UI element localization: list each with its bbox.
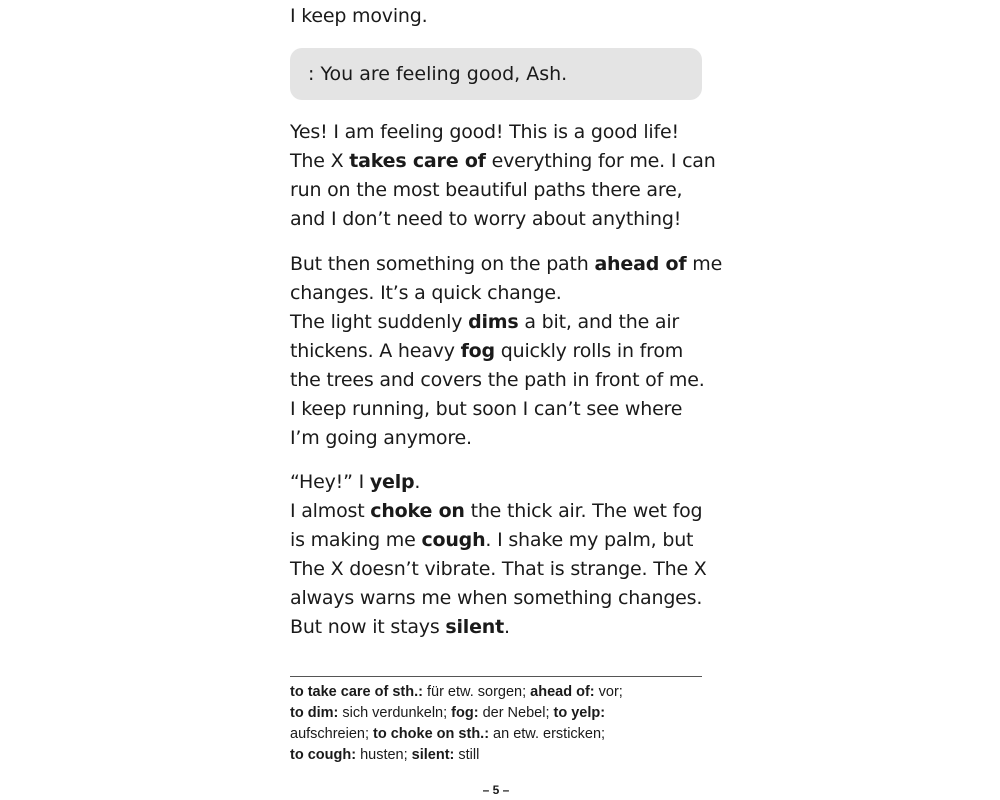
glossary-term: to take care of sth.: xyxy=(290,684,423,700)
glossary-definition: aufschreien; xyxy=(290,726,374,742)
glossary-line xyxy=(290,745,710,766)
book-page xyxy=(290,0,723,800)
vocab-term: fog xyxy=(460,340,495,362)
text-segment: . xyxy=(414,471,421,493)
glossary-definition: an etw. ersticken; xyxy=(489,726,606,742)
text-line: The X doesn’t vibrate. That is strange. The X xyxy=(290,558,707,580)
text-line xyxy=(290,308,722,337)
text-segment: But now it stays xyxy=(290,616,446,638)
glossary-definition: husten; xyxy=(356,747,412,763)
glossary xyxy=(290,682,710,766)
text-line xyxy=(290,526,707,555)
glossary-definition: der Nebel; xyxy=(478,705,554,721)
text-segment: the thick air. The wet fog xyxy=(464,500,703,522)
text-line: I keep moving. xyxy=(290,5,428,27)
text-segment: me xyxy=(686,253,723,275)
text-segment: The X xyxy=(290,150,350,172)
text-line: and I don’t need to worry about anything! xyxy=(290,208,682,230)
page-number: – 5 – xyxy=(482,783,510,797)
text-segment: is making me xyxy=(290,529,422,551)
text-line xyxy=(290,337,722,366)
text-line xyxy=(290,468,707,497)
glossary-term: silent: xyxy=(411,747,455,763)
text-line: Yes! I am feeling good! This is a good life! xyxy=(290,121,679,143)
text-line: changes. It’s a quick change. xyxy=(290,282,562,304)
glossary-definition: sich verdunkeln; xyxy=(338,705,452,721)
glossary-term: to choke on sth.: xyxy=(373,726,490,742)
vocab-term: yelp xyxy=(369,471,415,493)
glossary-term: ahead of: xyxy=(530,684,595,700)
speech-text: : You are feeling good, Ash. xyxy=(308,63,568,85)
paragraph-2 xyxy=(290,250,722,453)
vocab-term: dims xyxy=(468,311,519,333)
glossary-divider xyxy=(290,676,702,677)
text-segment: quickly rolls in from xyxy=(494,340,684,362)
text-line: the trees and covers the path in front of me. xyxy=(290,369,705,391)
text-segment: But then something on the path xyxy=(290,253,595,275)
text-segment: everything for me. I can xyxy=(485,150,716,172)
text-segment: . I shake my palm, but xyxy=(485,529,694,551)
vocab-term: choke on xyxy=(370,500,465,522)
text-segment: a bit, and the air xyxy=(518,311,680,333)
vocab-term: silent xyxy=(445,616,504,638)
paragraph-1 xyxy=(290,118,716,234)
text-line: run on the most beautiful paths there are, xyxy=(290,179,683,201)
text-line: I’m going anymore. xyxy=(290,427,472,449)
vocab-term: cough xyxy=(421,529,486,551)
text-line: I keep running, but soon I can’t see where xyxy=(290,398,683,420)
vocab-term: takes care of xyxy=(349,150,486,172)
glossary-definition: still xyxy=(454,747,480,763)
glossary-definition: für etw. sorgen; xyxy=(422,684,531,700)
text-line xyxy=(290,497,707,526)
story-first-line xyxy=(290,2,427,31)
text-segment: “Hey!” I xyxy=(290,471,370,493)
glossary-term: to dim: xyxy=(290,705,339,721)
speech-bubble xyxy=(290,48,702,100)
text-segment: The light suddenly xyxy=(290,311,469,333)
paragraph-3 xyxy=(290,468,707,642)
glossary-term: to yelp: xyxy=(553,705,606,721)
text-line xyxy=(290,613,707,642)
vocab-term: ahead of xyxy=(594,253,687,275)
glossary-definition: vor; xyxy=(594,684,623,700)
glossary-term: to cough: xyxy=(290,747,357,763)
text-segment: I almost xyxy=(290,500,371,522)
glossary-term: fog: xyxy=(451,705,479,721)
text-segment: thickens. A heavy xyxy=(290,340,461,362)
text-line xyxy=(290,250,722,279)
glossary-line xyxy=(290,682,710,703)
text-segment: . xyxy=(504,616,510,638)
text-line xyxy=(290,147,716,176)
glossary-line xyxy=(290,703,710,724)
glossary-line xyxy=(290,724,710,745)
text-line: always warns me when something changes. xyxy=(290,587,703,609)
